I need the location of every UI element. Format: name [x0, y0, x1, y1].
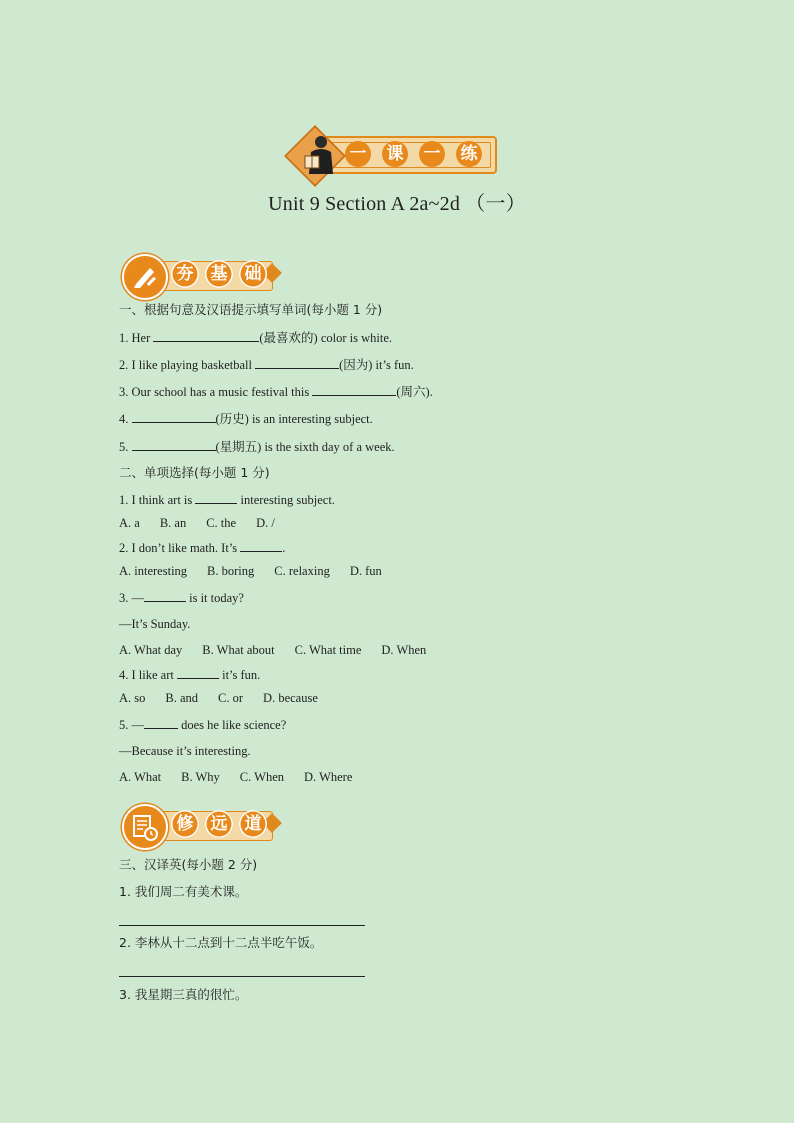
fill-item-1 [119, 329, 392, 346]
question-text: 4. I like art [119, 668, 177, 682]
section-header-advanced [119, 803, 279, 847]
question-text: interesting subject. [237, 493, 335, 507]
student-reading-icon [293, 130, 341, 180]
option-b[interactable]: B. Why [181, 770, 220, 784]
pencil-ruler-icon [122, 254, 168, 300]
option-d[interactable]: D. Where [304, 770, 353, 784]
part3-heading: 三、汉译英(每小题 2 分) [119, 857, 258, 872]
answer-blank[interactable] [312, 383, 396, 396]
banner-char-4: 练 [456, 141, 482, 167]
item-hint: (因为) [339, 358, 373, 372]
mc-options-2 [119, 563, 402, 579]
answer-blank[interactable] [144, 589, 186, 602]
option-c[interactable]: C. What time [294, 643, 362, 657]
section-char-1: 修 [171, 810, 199, 838]
item-hint: (历史) [215, 412, 249, 426]
option-a[interactable]: A. What day [119, 643, 183, 657]
banner-char-1: 一 [345, 141, 371, 167]
mc-question-5 [119, 716, 286, 733]
mc-reply-3: —It’s Sunday. [119, 617, 191, 631]
item-text: is the sixth day of a week. [261, 440, 395, 454]
answer-blank[interactable] [195, 491, 237, 504]
item-text: it’s fun. [372, 358, 414, 372]
answer-blank[interactable] [177, 666, 219, 679]
option-a[interactable]: A. interesting [119, 564, 188, 578]
item-text: 4. [119, 412, 132, 426]
question-text: is it today? [186, 591, 244, 605]
banner-char-3: 一 [419, 141, 445, 167]
question-text: . [282, 541, 286, 555]
mc-question-3 [119, 589, 244, 606]
mc-reply-5: —Because it’s interesting. [119, 744, 251, 758]
item-hint: (周六). [396, 385, 433, 399]
item-text: 1. Her [119, 331, 154, 345]
option-c[interactable]: C. relaxing [274, 564, 330, 578]
item-text: color is white. [317, 331, 392, 345]
fill-item-4 [119, 410, 373, 427]
option-c[interactable]: C. When [239, 770, 285, 784]
option-b[interactable]: B. What about [202, 643, 275, 657]
mc-question-2 [119, 539, 285, 556]
fill-item-3 [119, 383, 433, 400]
mc-options-1 [119, 515, 295, 531]
banner-char-2: 课 [382, 141, 408, 167]
item-text: is an interesting subject. [248, 412, 373, 426]
list-clock-icon [122, 804, 168, 850]
option-a[interactable]: A. a [119, 516, 140, 530]
answer-line-1[interactable] [119, 925, 365, 926]
section-char-3: 道 [239, 810, 267, 838]
page-title: Unit 9 Section A 2a~2d （一） [268, 193, 526, 215]
option-d[interactable]: D. / [256, 516, 275, 530]
question-text: it’s fun. [218, 668, 261, 682]
section-char-1: 夯 [171, 260, 199, 288]
part1-heading: 一、根据句意及汉语提示填写单词(每小题 1 分) [119, 302, 383, 317]
answer-blank[interactable] [153, 329, 259, 342]
option-a[interactable]: A. What [119, 770, 162, 784]
section-char-2: 基 [205, 260, 233, 288]
section-char-2: 远 [205, 810, 233, 838]
mc-options-3 [119, 642, 446, 658]
answer-blank[interactable] [255, 356, 339, 369]
item-text: 5. [119, 440, 132, 454]
part2-heading: 二、单项选择(每小题 1 分) [119, 465, 270, 480]
question-text: does he like science? [178, 718, 287, 732]
option-d[interactable]: D. because [263, 691, 318, 705]
translate-item-1: 1. 我们周二有美术课。 [119, 884, 248, 899]
option-b[interactable]: B. an [159, 516, 187, 530]
answer-line-2[interactable] [119, 976, 365, 977]
option-d[interactable]: D. When [381, 643, 427, 657]
question-text: 5. — [119, 718, 144, 732]
item-hint: (星期五) [215, 440, 262, 454]
answer-blank[interactable] [144, 716, 178, 729]
question-text: 2. I don’t like math. It’s [119, 541, 241, 555]
translate-item-3: 3. 我星期三真的很忙。 [119, 987, 248, 1002]
translate-item-2: 2. 李林从十二点到十二点半吃午饭。 [119, 935, 323, 950]
lesson-banner [287, 128, 497, 182]
question-text: 1. I think art is [119, 493, 196, 507]
section-header-basics [119, 253, 279, 297]
fill-item-2 [119, 356, 414, 373]
option-c[interactable]: C. or [218, 691, 244, 705]
option-b[interactable]: B. and [165, 691, 199, 705]
item-text: 2. I like playing basketball [119, 358, 256, 372]
mc-options-4 [119, 690, 338, 706]
question-text: 3. — [119, 591, 144, 605]
option-b[interactable]: B. boring [207, 564, 255, 578]
section-char-3: 础 [239, 260, 267, 288]
item-hint: (最喜欢的) [259, 331, 318, 345]
mc-question-4 [119, 666, 260, 683]
option-d[interactable]: D. fun [349, 564, 382, 578]
option-c[interactable]: C. the [206, 516, 237, 530]
mc-question-1 [119, 491, 335, 508]
item-text: 3. Our school has a music festival this [119, 385, 313, 399]
option-a[interactable]: A. so [119, 691, 146, 705]
answer-blank[interactable] [240, 539, 282, 552]
fill-item-5 [119, 438, 395, 455]
mc-options-5 [119, 769, 372, 785]
answer-blank[interactable] [132, 438, 216, 451]
answer-blank[interactable] [132, 410, 216, 423]
